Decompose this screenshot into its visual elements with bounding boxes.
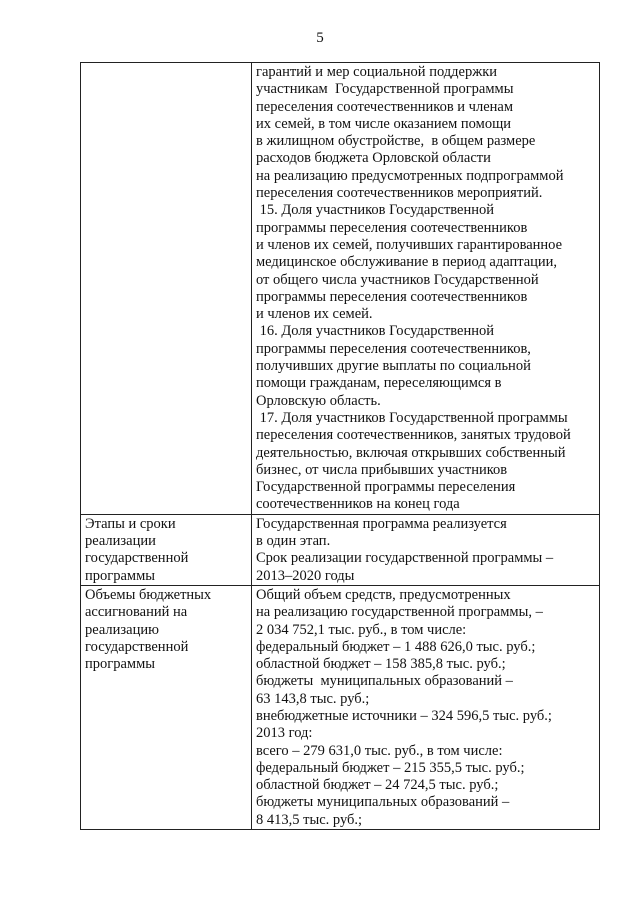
row-content-line: помощи гражданам, переселяющимся в — [256, 375, 502, 392]
row-label-line: реализации — [85, 533, 156, 550]
row-label-line: государственной — [85, 638, 189, 655]
row-content-line: переселения соотечественников и членам — [256, 98, 514, 115]
row-content-line: внебюджетные источники – 324 596,5 тыс. руб.; — [256, 707, 552, 724]
row-content-line: участникам Государственной программы — [256, 81, 514, 98]
row-content-line: 2013–2020 годы — [256, 567, 355, 584]
row-content-line: бизнес, от числа прибывших участников — [256, 461, 508, 478]
row-label-line: государственной — [85, 550, 189, 567]
row-content-line: 8 413,5 тыс. руб.; — [256, 811, 363, 828]
row-content-line: 2013 год: — [256, 725, 313, 742]
row-content-line: медицинское обслуживание в период адаптации, — [256, 254, 558, 271]
row-label-cell — [81, 514, 252, 585]
row-label-line: программы — [85, 567, 155, 584]
row-content-line: Государственной программы переселения — [256, 479, 516, 496]
row-content-cell — [252, 63, 600, 515]
row-content-line: областной бюджет – 158 385,8 тыс. руб.; — [256, 656, 506, 673]
row-label-cell — [81, 63, 252, 515]
row-content-line: на реализацию государственной программы, – — [256, 604, 543, 621]
row-content-line: в жилищном обустройстве, в общем размере — [256, 133, 536, 150]
row-content-line: переселения соотечественников, занятых трудовой — [256, 427, 571, 444]
row-content-line: Орловскую область. — [256, 392, 381, 409]
row-content-line: расходов бюджета Орловской области — [256, 150, 491, 167]
row-content-line: программы переселения соотечественников — [256, 219, 528, 236]
table-row — [81, 514, 600, 585]
row-content-line: федеральный бюджет – 215 355,5 тыс. руб.; — [256, 759, 525, 776]
row-label-line: программы — [85, 656, 155, 673]
row-content-line: бюджеты муниципальных образований – — [256, 794, 510, 811]
row-content-line: получивших другие выплаты по социальной — [256, 358, 531, 375]
row-content-line: 16. Доля участников Государственной — [256, 323, 495, 340]
row-content-line: 2 034 752,1 тыс. руб., в том числе: — [256, 621, 467, 638]
table-row — [81, 585, 600, 829]
row-content-line: на реализацию предусмотренных подпрограммой — [256, 167, 564, 184]
row-content-line: и членов их семей, получивших гарантированное — [256, 236, 563, 253]
row-content-line: Срок реализации государственной программы – — [256, 550, 554, 567]
program-passport-table — [80, 62, 600, 830]
row-content-line: 15. Доля участников Государственной — [256, 202, 495, 219]
row-content-line: бюджеты муниципальных образований – — [256, 673, 513, 690]
row-content-line: от общего числа участников Государственной — [256, 271, 539, 288]
row-content-line: Общий объем средств, предусмотренных — [256, 586, 511, 603]
row-content-line: их семей, в том числе оказанием помощи — [256, 115, 511, 132]
row-label-line: ассигнований на — [85, 604, 188, 621]
row-content-line: областной бюджет – 24 724,5 тыс. руб.; — [256, 777, 499, 794]
row-label-line: Этапы и сроки — [85, 515, 176, 532]
row-content-line: 63 143,8 тыс. руб.; — [256, 690, 370, 707]
row-content-line: переселения соотечественников мероприятий. — [256, 185, 543, 202]
table-body — [81, 63, 600, 830]
row-content-line: программы переселения соотечественников, — [256, 340, 531, 357]
row-content-line: гарантий и мер социальной поддержки — [256, 64, 498, 80]
row-content-line: федеральный бюджет – 1 488 626,0 тыс. руб.; — [256, 638, 536, 655]
row-content-line: в один этап. — [256, 533, 331, 550]
row-content-line: соотечественников на конец года — [256, 496, 460, 513]
row-label-line: реализацию — [85, 621, 159, 638]
table-row — [81, 63, 600, 515]
page-number: 5 — [316, 30, 324, 46]
row-content-line: деятельностью, включая открывших собственный — [256, 444, 566, 461]
row-label-line: Объемы бюджетных — [85, 586, 212, 603]
row-content-cell — [252, 585, 600, 829]
row-content-line: всего – 279 631,0 тыс. руб., в том числе: — [256, 742, 503, 759]
row-label-cell — [81, 585, 252, 829]
row-content-line: программы переселения соотечественников — [256, 288, 528, 305]
row-content-cell — [252, 514, 600, 585]
row-content-line: 17. Доля участников Государственной программы — [256, 409, 568, 426]
row-content-line: Государственная программа реализуется — [256, 515, 507, 532]
row-content-line: и членов их семей. — [256, 306, 373, 323]
